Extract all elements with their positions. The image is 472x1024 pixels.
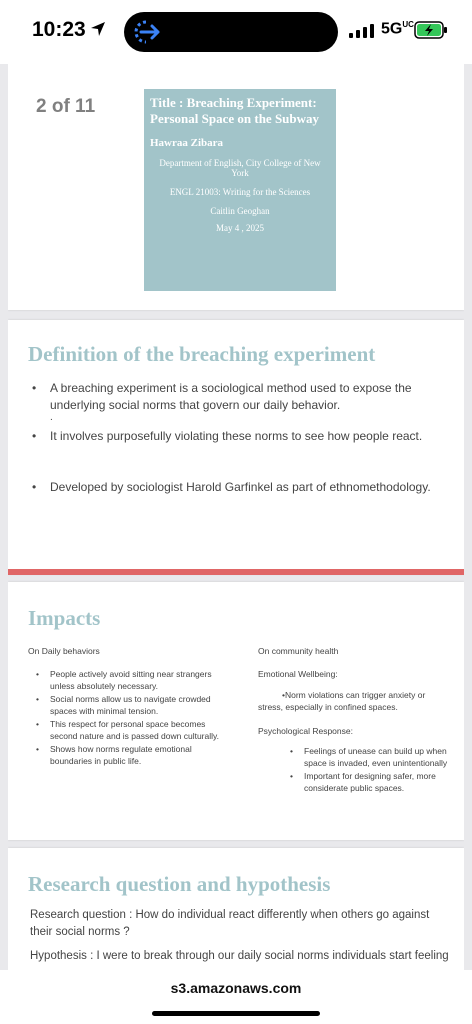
bullet-list bbox=[32, 479, 452, 496]
location-arrow-icon bbox=[90, 21, 106, 37]
instructor: Caitlin Geoghan bbox=[210, 206, 270, 216]
list-item: • It involves purposefully violating these norms to see how people react. bbox=[32, 428, 452, 445]
bullet-list bbox=[32, 428, 452, 445]
status-bar bbox=[0, 0, 472, 64]
slide-heading: Research question and hypothesis bbox=[28, 872, 331, 896]
slide-research bbox=[8, 848, 464, 970]
url-text[interactable]: s3.amazonaws.com bbox=[170, 980, 302, 996]
psych-label: Psychological Response: bbox=[258, 726, 353, 736]
list-item: • Feelings of unease can build up when space is invaded, even unintentionally bbox=[290, 745, 454, 769]
left-column-label: On Daily behaviors bbox=[28, 646, 100, 656]
slide-heading: Impacts bbox=[28, 606, 101, 630]
battery-charging-icon bbox=[414, 20, 448, 40]
title-card bbox=[144, 89, 336, 291]
emotional-label: Emotional Wellbeing: bbox=[258, 669, 338, 679]
home-indicator[interactable] bbox=[152, 1011, 320, 1016]
right-bullet-list bbox=[290, 745, 454, 795]
slide-definition bbox=[8, 320, 464, 574]
slide-heading: Definition of the breaching experiment bbox=[28, 342, 376, 366]
list-item: • Important for designing safer, more considerate public spaces. bbox=[290, 770, 454, 794]
list-item: • This respect for personal space becomes second nature and is passed down culturally. bbox=[36, 718, 220, 742]
slide-divider bbox=[8, 569, 464, 575]
network-type: $5G^{UC}$ bbox=[381, 20, 414, 38]
date: May 4 , 2025 bbox=[216, 223, 264, 233]
slide-title bbox=[8, 64, 464, 310]
emotional-text: •Norm violations can trigger anxiety or stress, especially in confined spaces. bbox=[258, 690, 426, 712]
list-item: • A breaching experiment is a sociological method used to expose the underlying social norms that govern our daily behavior. bbox=[32, 380, 452, 414]
hypothesis: Hypothesis : I were to break through our daily social norms individuals start feeling bbox=[30, 950, 449, 962]
slide-impacts bbox=[8, 582, 464, 840]
course: ENGL 21003: Writing for the Sciences bbox=[169, 187, 311, 197]
bullet-list bbox=[32, 380, 452, 414]
status-time: 10:23 bbox=[32, 18, 86, 41]
browser-url-bar[interactable] bbox=[0, 970, 472, 1024]
department: Department of English, City College of New York bbox=[159, 158, 321, 178]
list-item: • Developed by sociologist Harold Garfinkel as part of ethnomethodology. bbox=[32, 479, 452, 496]
slide-title-text: Title : Breaching Experiment: Personal Space on the Subway bbox=[150, 95, 320, 126]
research-question: Research question : How do individual react differently when others go against their social norms ? bbox=[30, 909, 430, 938]
list-item: • Social norms allow us to navigate crowded spaces with minimal tension. bbox=[36, 693, 220, 717]
screen-share-icon[interactable] bbox=[132, 18, 162, 46]
author-name: Hawraa Zibara bbox=[150, 137, 224, 149]
stray-dot: . bbox=[50, 412, 53, 423]
list-item: • Shows how norms regulate emotional boundaries in public life. bbox=[36, 743, 220, 767]
dynamic-island[interactable] bbox=[124, 12, 338, 52]
page-counter: 2 of 11 bbox=[36, 96, 96, 117]
right-column-label: On community health bbox=[258, 646, 339, 656]
document-viewer[interactable] bbox=[8, 64, 464, 970]
signal-bars-icon bbox=[349, 24, 375, 38]
list-item: • People actively avoid sitting near strangers unless absolutely necessary. bbox=[36, 668, 220, 692]
left-bullet-list bbox=[36, 668, 220, 768]
